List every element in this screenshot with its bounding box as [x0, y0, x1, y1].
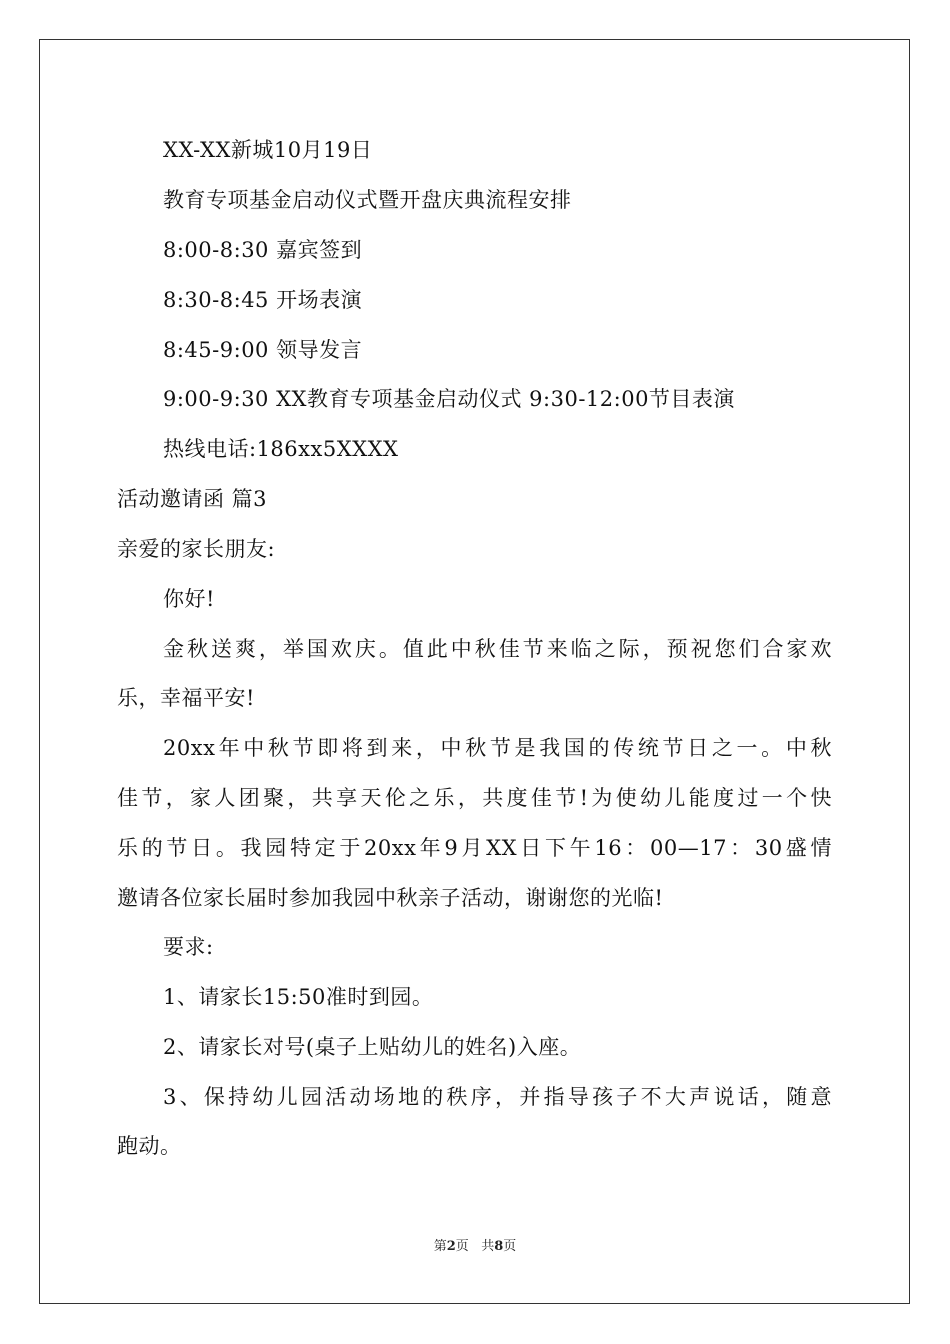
schedule-title: 教育专项基金启动仪式暨开盘庆典流程安排	[163, 188, 572, 212]
paragraph-line: 佳节，家人团聚，共享天伦之乐，共度佳节!为使幼儿能度过一个快	[117, 786, 832, 810]
schedule-item: 8:45-9:00 领导发言	[163, 338, 363, 362]
footer-total-prefix: 共	[481, 1239, 495, 1254]
schedule-item: 9:00-9:30 XX教育专项基金启动仪式 9:30-12:00节目表演	[163, 387, 735, 411]
schedule-item: 8:30-8:45 开场表演	[163, 288, 363, 312]
requirement-item: 1、请家长15:50准时到园。	[163, 985, 434, 1009]
paragraph-line: 邀请各位家长届时参加我园中秋亲子活动，谢谢您的光临!	[117, 886, 664, 910]
requirement-item-continued: 跑动。	[117, 1134, 182, 1158]
page-border	[39, 39, 910, 1304]
requirement-item: 3、保持幼儿园活动场地的秩序，并指导孩子不大声说话，随意	[163, 1085, 832, 1109]
salutation: 亲爱的家长朋友:	[117, 537, 276, 561]
paragraph-line: 金秋送爽，举国欢庆。值此中秋佳节来临之际，预祝您们合家欢	[163, 637, 832, 661]
date-line: XX-XX新城10月19日	[163, 138, 373, 162]
requirements-heading: 要求:	[163, 935, 214, 959]
section-heading: 活动邀请函 篇3	[117, 487, 268, 511]
footer-page-suffix: 页	[455, 1239, 469, 1254]
paragraph-line: 乐的节日。我园特定于20xx年9月XX日下午16：00—17：30盛情	[117, 836, 832, 860]
paragraph-line: 20xx年中秋节即将到来，中秋节是我国的传统节日之一。中秋	[163, 736, 832, 760]
paragraph-line: 乐，幸福平安!	[117, 686, 255, 710]
footer-page-prefix: 第	[433, 1239, 447, 1254]
footer-total-pages: 8	[494, 1239, 504, 1254]
footer-page-number: 2	[446, 1239, 456, 1254]
requirement-item: 2、请家长对号(桌子上贴幼儿的姓名)入座。	[163, 1035, 582, 1059]
schedule-item: 8:00-8:30 嘉宾签到	[163, 238, 363, 262]
greeting: 你好!	[163, 587, 215, 611]
hotline: 热线电话:186xx5XXXX	[163, 437, 399, 461]
footer-total-suffix: 页	[503, 1239, 517, 1254]
page-footer	[0, 1238, 950, 1256]
